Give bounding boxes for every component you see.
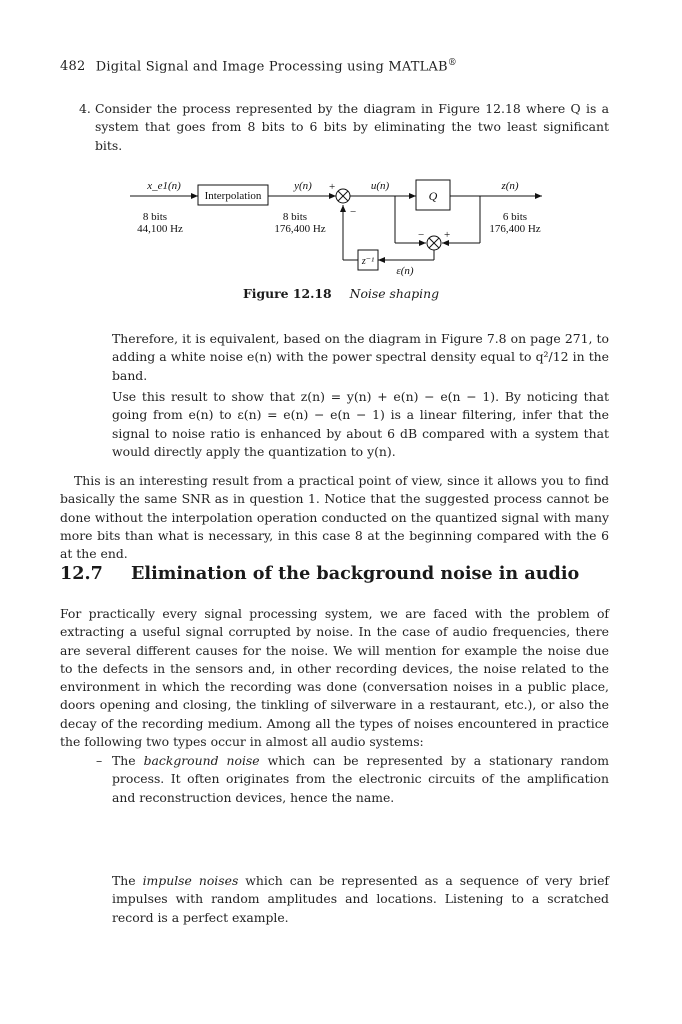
input-signal-label: x_e1(n) — [147, 180, 181, 192]
y-rate-label: 176,400 Hz — [274, 223, 326, 235]
z-signal-label: z(n) — [501, 180, 519, 192]
block-diagram-svg — [110, 168, 570, 278]
exercise-item-4 — [79, 100, 609, 155]
eps-signal-label: ε(n) — [396, 265, 414, 277]
exercise-text: Consider the process represented by the diagram in Figure 12.18 where Q is a system that goes from 8 bits to 6 bits by eliminating the two least significant bits. — [95, 101, 609, 153]
section-number: 12.7 — [60, 563, 103, 584]
bullet-rest: which can be represented by a stationary random process. It often originates from the electronic circuits of the amplification and reconstruction devices, hence the name. — [112, 753, 609, 805]
page-number: 482 — [60, 59, 86, 75]
running-head — [60, 58, 457, 74]
bullet-rest: which can be represented as a sequence of very brief impulses with random amplitudes and locations. Listening to a scratched record is a perfect example. — [112, 873, 609, 925]
bullet-term: impulse noises — [142, 873, 239, 888]
book-title: Digital Signal and Image Processing using MATLAB — [95, 59, 448, 75]
noise-shaping-diagram — [110, 168, 570, 278]
interpolation-label: Interpolation — [204, 190, 262, 202]
u-signal-label: u(n) — [370, 180, 390, 192]
paragraph-therefore: Therefore, it is equivalent, based on the diagram in Figure 7.8 on page 271, to adding a white noise e(n) with the power spectral density equal to q²/12 in the band. — [112, 331, 609, 383]
paragraph-interesting-result: This is an interesting result from a practical point of view, since it allows you to find basically the same SNR as in question 1. Notice that the suggested process cannot be done without the interpolation operation conducted on the quantized signal with many more bits than what is necessary, in this case 8 at the beginning compared with the 6 at the end. — [60, 473, 609, 562]
bullet-lead: The — [112, 873, 143, 888]
bottom-minus-sign: − — [418, 229, 425, 241]
section-title: Elimination of the background noise in audio — [131, 563, 580, 584]
paragraph-use-result: Use this result to show that z(n) = y(n) + e(n) − e(n − 1). By noticing that going from e(n) to ε(n) = e(n) − e(n − 1) is a linear filtering, infer that the signal to noise ratio is enhanced by about 6 dB compared with a system that would directly apply the quantization to y(n). — [112, 389, 609, 459]
delay-label: z⁻¹ — [361, 256, 375, 267]
bullet-term: background noise — [143, 753, 260, 768]
bullet-impulse-noises — [112, 872, 609, 927]
exercise-number: 4. — [79, 101, 91, 116]
y-signal-label: y(n) — [294, 180, 312, 192]
bottom-plus-sign: + — [444, 229, 451, 241]
bullet-dash: – — [96, 753, 103, 768]
trademark-symbol: ® — [447, 58, 457, 68]
figure-caption — [0, 286, 682, 301]
input-bits-label: 8 bits — [142, 211, 168, 223]
section-heading — [60, 563, 579, 584]
z-bits-label: 6 bits — [502, 211, 528, 223]
z-rate-label: 176,400 Hz — [489, 223, 541, 235]
q-label: Q — [428, 189, 438, 203]
bullet-background-noise — [96, 752, 609, 807]
top-plus-sign: + — [329, 181, 336, 193]
top-minus-sign: − — [350, 206, 357, 218]
input-rate-label: 44,100 Hz — [137, 223, 183, 235]
figure-number: Figure 12.18 — [242, 286, 332, 301]
y-bits-label: 8 bits — [282, 211, 308, 223]
figure-title: Noise shaping — [349, 286, 440, 301]
bullet-lead: The — [112, 753, 144, 768]
section-intro-paragraph: For practically every signal processing system, we are faced with the problem of extracting a useful signal corrupted by noise. In the case of audio frequencies, there are several different causes for the noise. We will mention for example the noise due to the defects in the sensors and, in other recording devices, the noise related to the environment in which the recording was done (conversation noises in a public place, doors opening and closing, the tinkling of silverware in a restaurant, etc.), or also the decay of the recording medium. Among all the types of noises encountered in practice the following two types occur in almost all audio systems: — [60, 606, 609, 750]
